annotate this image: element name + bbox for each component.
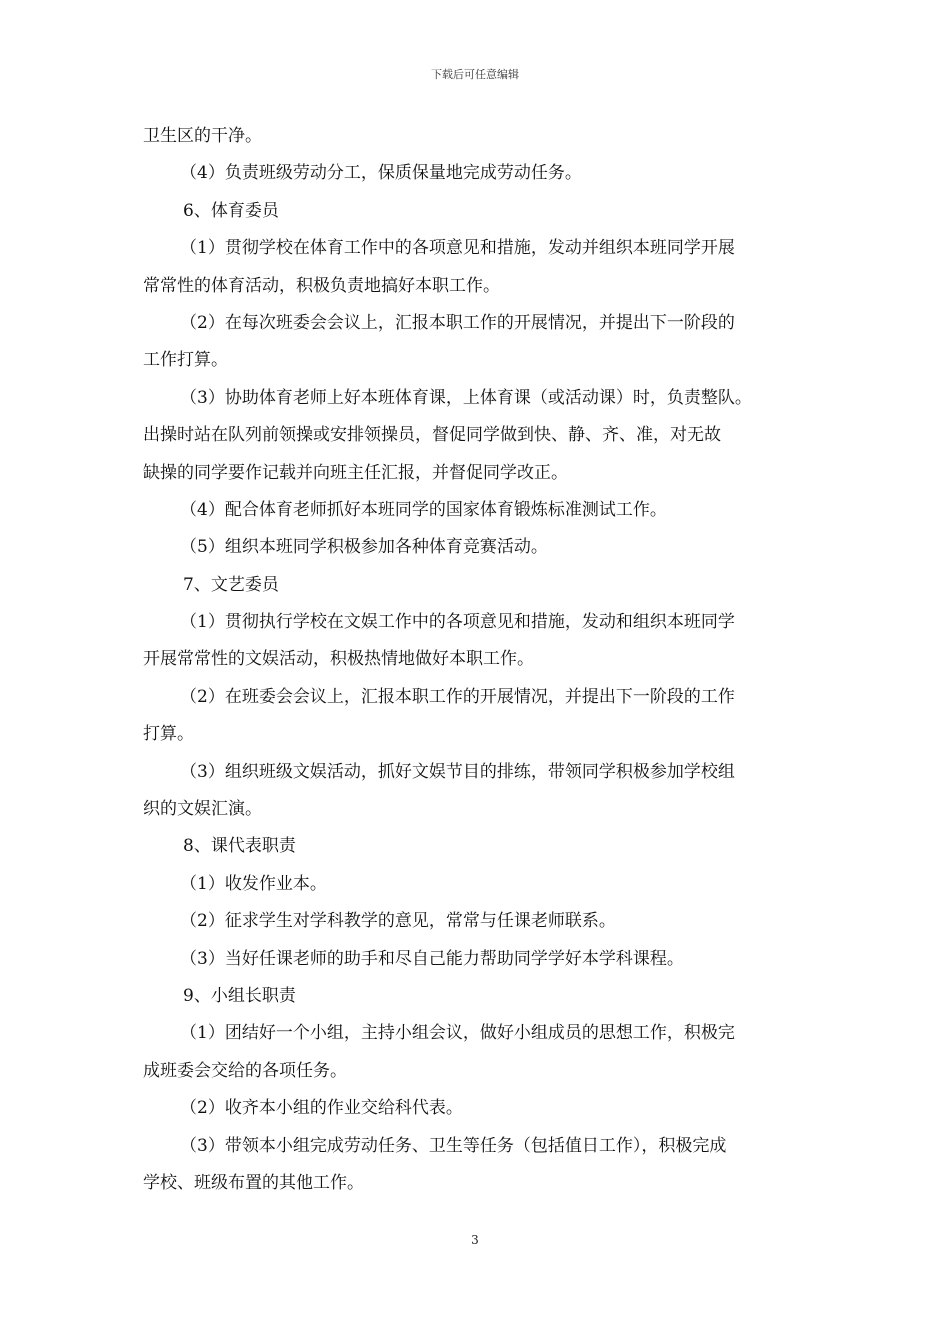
paragraph-line: 织的文娱汇演。	[143, 799, 262, 820]
paragraph-line: 成班委会交给的各项任务。	[143, 1060, 347, 1081]
document-body	[143, 118, 813, 1202]
paragraph-line: （1）贯彻学校在体育工作中的各项意见和措施，发动并组织本班同学开展	[180, 238, 735, 259]
paragraph-line: （2）在每次班委会会议上，汇报本职工作的开展情况，并提出下一阶段的	[180, 312, 735, 333]
section-heading: 6、体育委员	[183, 200, 279, 221]
paragraph-line: （3）带领本小组完成劳动任务、卫生等任务（包括值日工作），积极完成	[180, 1135, 727, 1156]
paragraph-line: （2）收齐本小组的作业交给科代表。	[180, 1098, 463, 1119]
paragraph-line: （5）组织本班同学积极参加各种体育竞赛活动。	[180, 537, 548, 558]
page-header: 下载后可任意编辑	[431, 68, 519, 81]
paragraph-line: 常常性的体育活动，积极负责地搞好本职工作。	[143, 275, 500, 296]
paragraph-line: （3）组织班级文娱活动，抓好文娱节目的排练，带领同学积极参加学校组	[180, 761, 735, 782]
paragraph-line: （1）贯彻执行学校在文娱工作中的各项意见和措施，发动和组织本班同学	[180, 612, 735, 633]
paragraph-line: （3）当好任课老师的助手和尽自己能力帮助同学学好本学科课程。	[180, 948, 684, 969]
paragraph-line: （2）征求学生对学科教学的意见，常常与任课老师联系。	[180, 911, 616, 932]
paragraph-line: 开展常常性的文娱活动，积极热情地做好本职工作。	[143, 649, 534, 670]
paragraph-line: 工作打算。	[143, 350, 228, 371]
paragraph-line: 卫生区的干净。	[143, 126, 262, 146]
section-heading: 8、课代表职责	[183, 836, 296, 857]
paragraph-line: 出操时站在队列前领操或安排领操员，督促同学做到快、静、齐、准，对无故	[143, 425, 721, 446]
paragraph-line: （1）团结好一个小组，主持小组会议，做好小组成员的思想工作，积极完	[180, 1023, 735, 1044]
paragraph-line: （1）收发作业本。	[180, 873, 327, 894]
page-number: 3	[471, 1233, 479, 1247]
paragraph-line: 打算。	[143, 724, 194, 745]
paragraph-line: （4）负责班级劳动分工，保质保量地完成劳动任务。	[180, 163, 582, 184]
paragraph-line: 学校、班级布置的其他工作。	[143, 1172, 364, 1193]
paragraph-line: （2）在班委会会议上，汇报本职工作的开展情况，并提出下一阶段的工作	[180, 686, 735, 707]
paragraph-line: （4）配合体育老师抓好本班同学的国家体育锻炼标准测试工作。	[180, 499, 667, 520]
section-heading: 9、小组长职责	[183, 985, 296, 1006]
paragraph-line: （3）协助体育老师上好本班体育课，上体育课（或活动课）时，负责整队。	[180, 387, 752, 408]
section-heading: 7、文艺委员	[183, 574, 279, 595]
paragraph-line: 缺操的同学要作记载并向班主任汇报，并督促同学改正。	[143, 462, 568, 483]
